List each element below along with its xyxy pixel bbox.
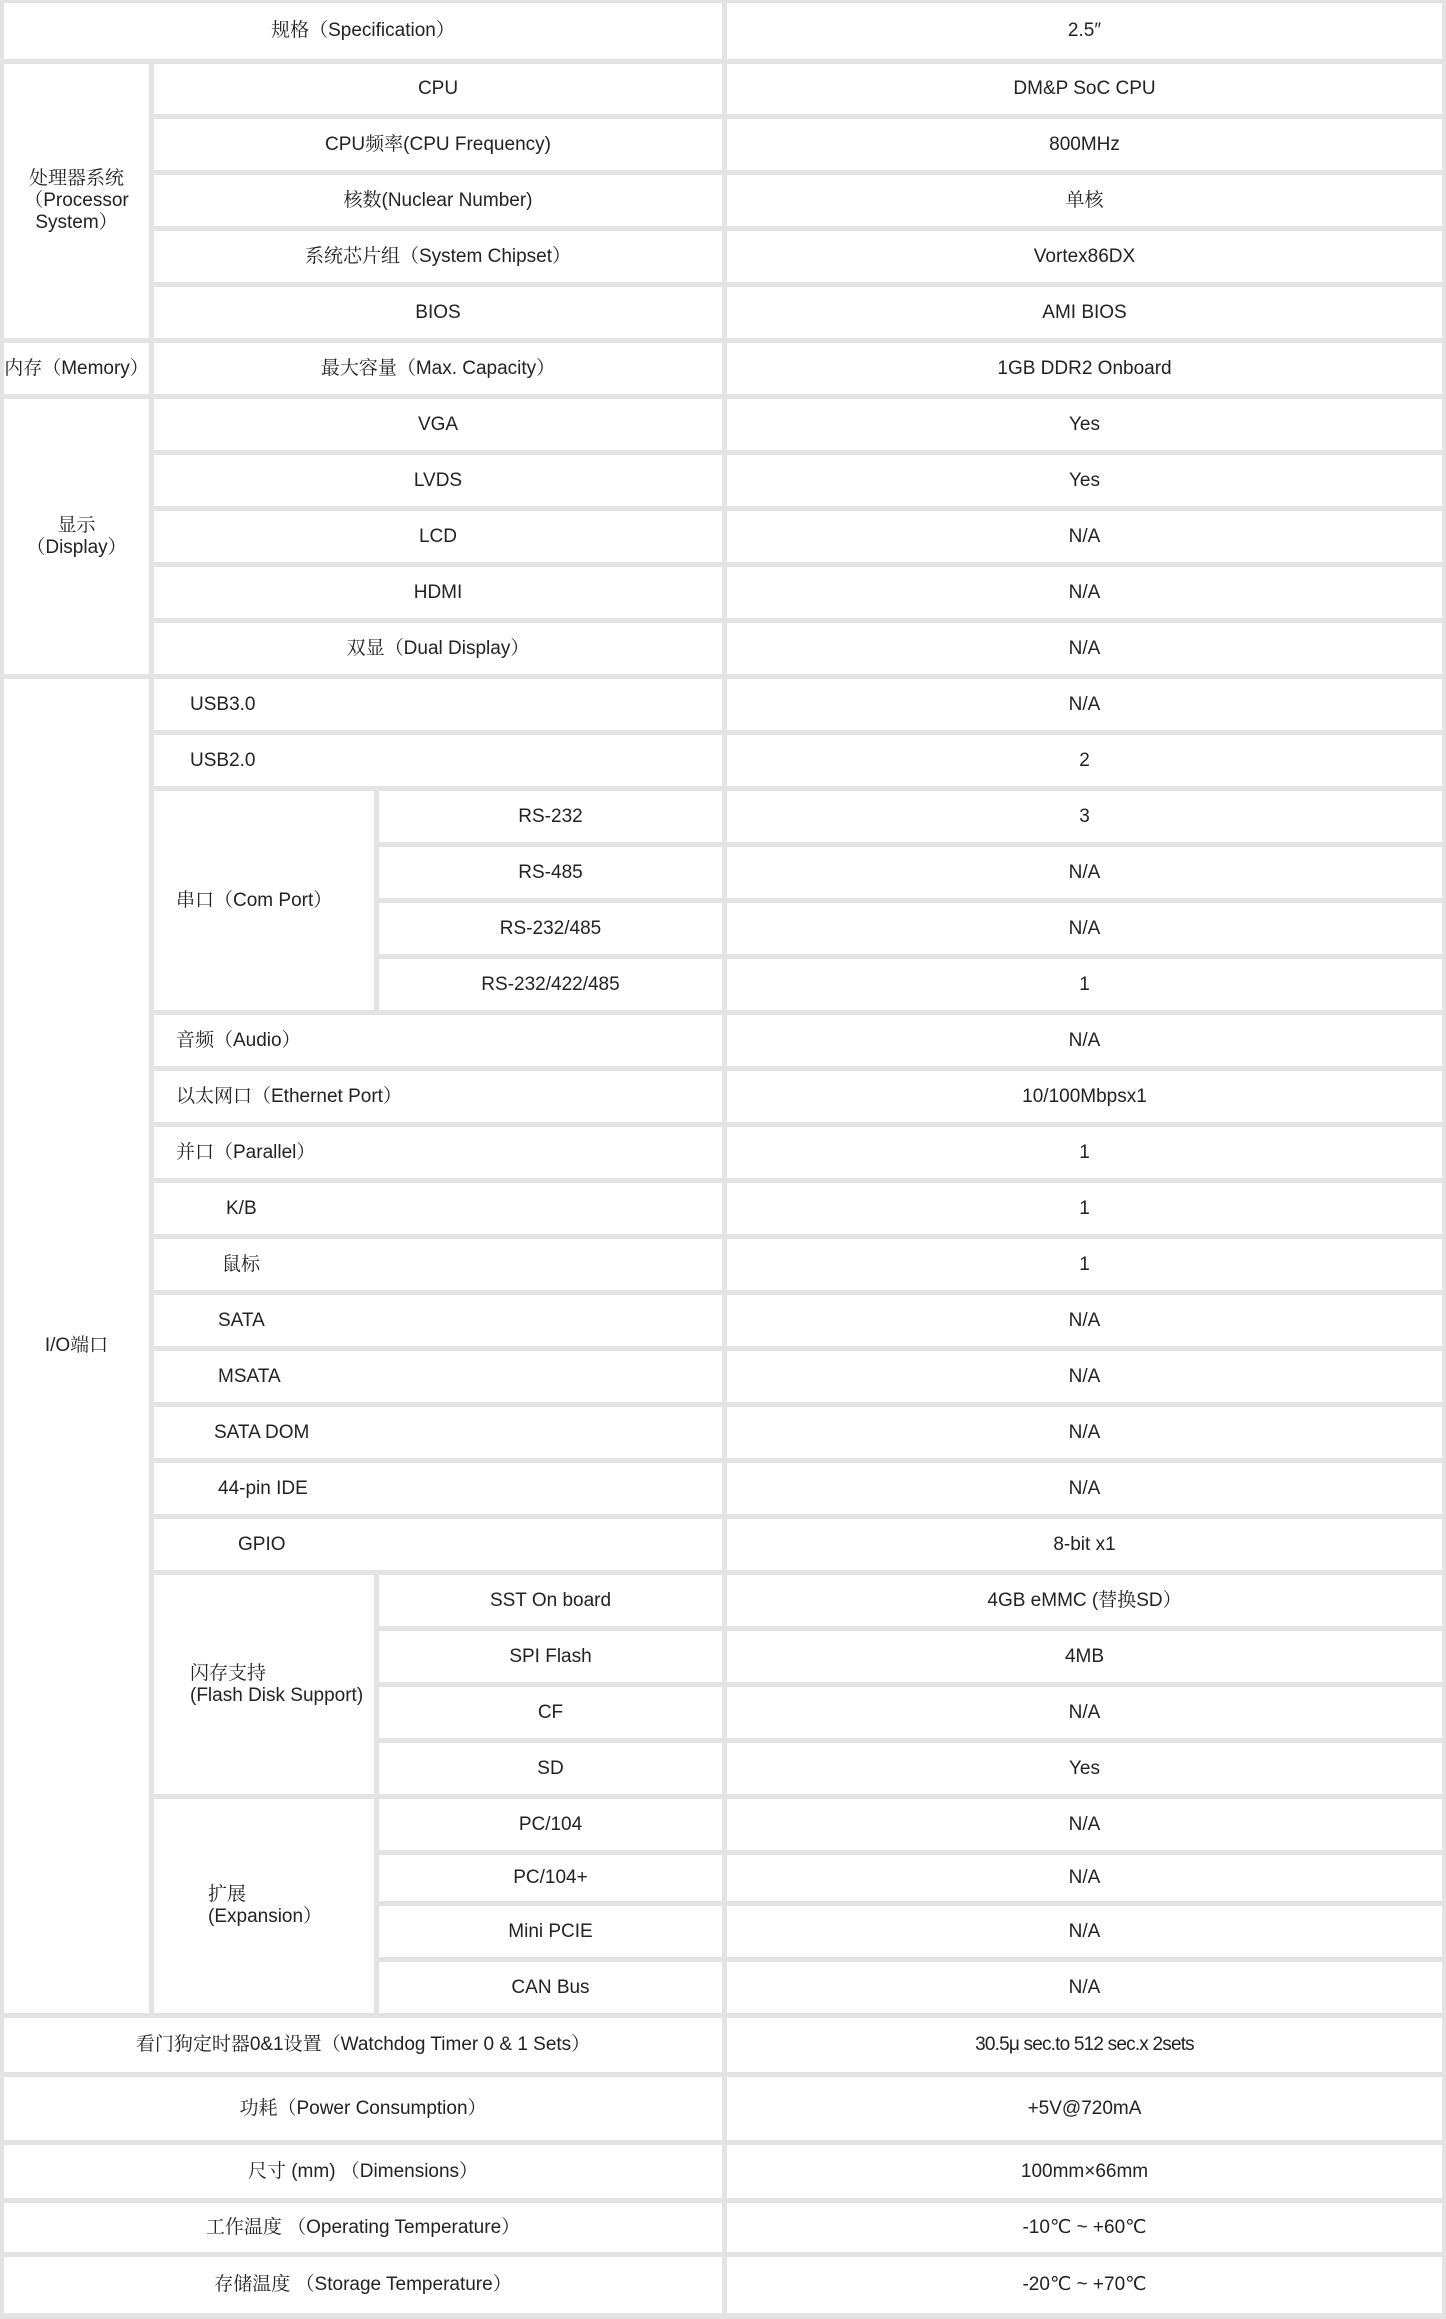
label-can-bus: CAN Bus <box>379 1962 722 2013</box>
label-specification: 规格（Specification） <box>4 3 722 59</box>
group-memory: 内存（Memory） <box>4 343 149 394</box>
value-audio: N/A <box>727 1015 1442 1066</box>
label-system-chipset: 系统芯片组（System Chipset） <box>154 231 722 282</box>
value-sst-onboard: 4GB eMMC (替换SD） <box>727 1575 1442 1626</box>
value-ethernet-port: 10/100Mbpsx1 <box>727 1071 1442 1122</box>
label-storage-temperature: 存储温度 （Storage Temperature） <box>4 2257 722 2313</box>
value-specification: 2.5″ <box>727 3 1442 59</box>
label-kb: K/B <box>154 1183 722 1234</box>
value-storage-temperature: -20℃ ~ +70℃ <box>727 2257 1442 2313</box>
value-mini-pcie: N/A <box>727 1906 1442 1957</box>
group-flash-disk-support: 闪存支持 (Flash Disk Support) <box>154 1575 374 1794</box>
label-dimensions: 尺寸 (mm) （Dimensions） <box>4 2145 722 2198</box>
label-usb30: USB3.0 <box>154 679 722 730</box>
value-operating-temperature: -10℃ ~ +60℃ <box>727 2203 1442 2252</box>
label-operating-temperature: 工作温度 （Operating Temperature） <box>4 2203 722 2252</box>
label-cpu: CPU <box>154 64 722 114</box>
label-ethernet-port: 以太网口（Ethernet Port） <box>154 1071 722 1122</box>
group-io-ports: I/O端口 <box>4 679 149 2013</box>
value-kb: 1 <box>727 1183 1442 1234</box>
value-core-count: 单核 <box>727 175 1442 226</box>
value-rs232: 3 <box>727 791 1442 842</box>
value-cpu: DM&P SoC CPU <box>727 64 1442 114</box>
label-mini-pcie: Mini PCIE <box>379 1906 722 1957</box>
value-can-bus: N/A <box>727 1962 1442 2013</box>
value-vga: Yes <box>727 399 1442 450</box>
value-max-capacity: 1GB DDR2 Onboard <box>727 343 1442 394</box>
group-expansion: 扩展 (Expansion） <box>154 1799 374 2013</box>
label-sata: SATA <box>154 1295 722 1346</box>
value-cf: N/A <box>727 1687 1442 1738</box>
value-spi-flash: 4MB <box>727 1631 1442 1682</box>
label-vga: VGA <box>154 399 722 450</box>
value-dual-display: N/A <box>727 623 1442 674</box>
value-power-consumption: +5V@720mA <box>727 2077 1442 2140</box>
label-rs232-422-485: RS-232/422/485 <box>379 959 722 1010</box>
label-sd: SD <box>379 1743 722 1794</box>
label-watchdog-timer: 看门狗定时器0&1设置（Watchdog Timer 0 & 1 Sets） <box>4 2018 722 2072</box>
label-gpio: GPIO <box>154 1519 722 1570</box>
label-ide: 44-pin IDE <box>154 1463 722 1514</box>
label-mouse: 鼠标 <box>154 1239 722 1290</box>
label-rs232: RS-232 <box>379 791 722 842</box>
value-bios: AMI BIOS <box>727 287 1442 338</box>
value-gpio: 8-bit x1 <box>727 1519 1442 1570</box>
value-usb30: N/A <box>727 679 1442 730</box>
value-system-chipset: Vortex86DX <box>727 231 1442 282</box>
label-parallel: 并口（Parallel） <box>154 1127 722 1178</box>
value-usb20: 2 <box>727 735 1442 786</box>
label-cpu-frequency: CPU频率(CPU Frequency) <box>154 119 722 170</box>
value-parallel: 1 <box>727 1127 1442 1178</box>
value-pc104: N/A <box>727 1799 1442 1850</box>
label-max-capacity: 最大容量（Max. Capacity） <box>154 343 722 394</box>
label-pc104-plus: PC/104+ <box>379 1855 722 1901</box>
label-msata: MSATA <box>154 1351 722 1402</box>
label-lcd: LCD <box>154 511 722 562</box>
label-sata-dom: SATA DOM <box>154 1407 722 1458</box>
value-sata: N/A <box>727 1295 1442 1346</box>
label-cf: CF <box>379 1687 722 1738</box>
value-ide: N/A <box>727 1463 1442 1514</box>
label-power-consumption: 功耗（Power Consumption） <box>4 2077 722 2140</box>
group-com-port: 串口（Com Port） <box>154 791 374 1010</box>
label-audio: 音频（Audio） <box>154 1015 722 1066</box>
group-processor-system: 处理器系统 （Processor System） <box>4 64 149 338</box>
label-hdmi: HDMI <box>154 567 722 618</box>
value-hdmi: N/A <box>727 567 1442 618</box>
value-rs232-422-485: 1 <box>727 959 1442 1010</box>
value-msata: N/A <box>727 1351 1442 1402</box>
label-sst-onboard: SST On board <box>379 1575 722 1626</box>
value-pc104-plus: N/A <box>727 1855 1442 1901</box>
value-rs232-485: N/A <box>727 903 1442 954</box>
value-sata-dom: N/A <box>727 1407 1442 1458</box>
label-bios: BIOS <box>154 287 722 338</box>
group-display: 显示 （Display） <box>4 399 149 674</box>
value-lvds: Yes <box>727 455 1442 506</box>
label-spi-flash: SPI Flash <box>379 1631 722 1682</box>
value-rs485: N/A <box>727 847 1442 898</box>
label-lvds: LVDS <box>154 455 722 506</box>
value-mouse: 1 <box>727 1239 1442 1290</box>
value-sd: Yes <box>727 1743 1442 1794</box>
label-pc104: PC/104 <box>379 1799 722 1850</box>
value-watchdog-timer: 30.5μ sec.to 512 sec.x 2sets <box>727 2018 1442 2072</box>
value-lcd: N/A <box>727 511 1442 562</box>
label-usb20: USB2.0 <box>154 735 722 786</box>
value-cpu-frequency: 800MHz <box>727 119 1442 170</box>
label-dual-display: 双显（Dual Display） <box>154 623 722 674</box>
label-rs485: RS-485 <box>379 847 722 898</box>
label-core-count: 核数(Nuclear Number) <box>154 175 722 226</box>
value-dimensions: 100mm×66mm <box>727 2145 1442 2198</box>
label-rs232-485: RS-232/485 <box>379 903 722 954</box>
